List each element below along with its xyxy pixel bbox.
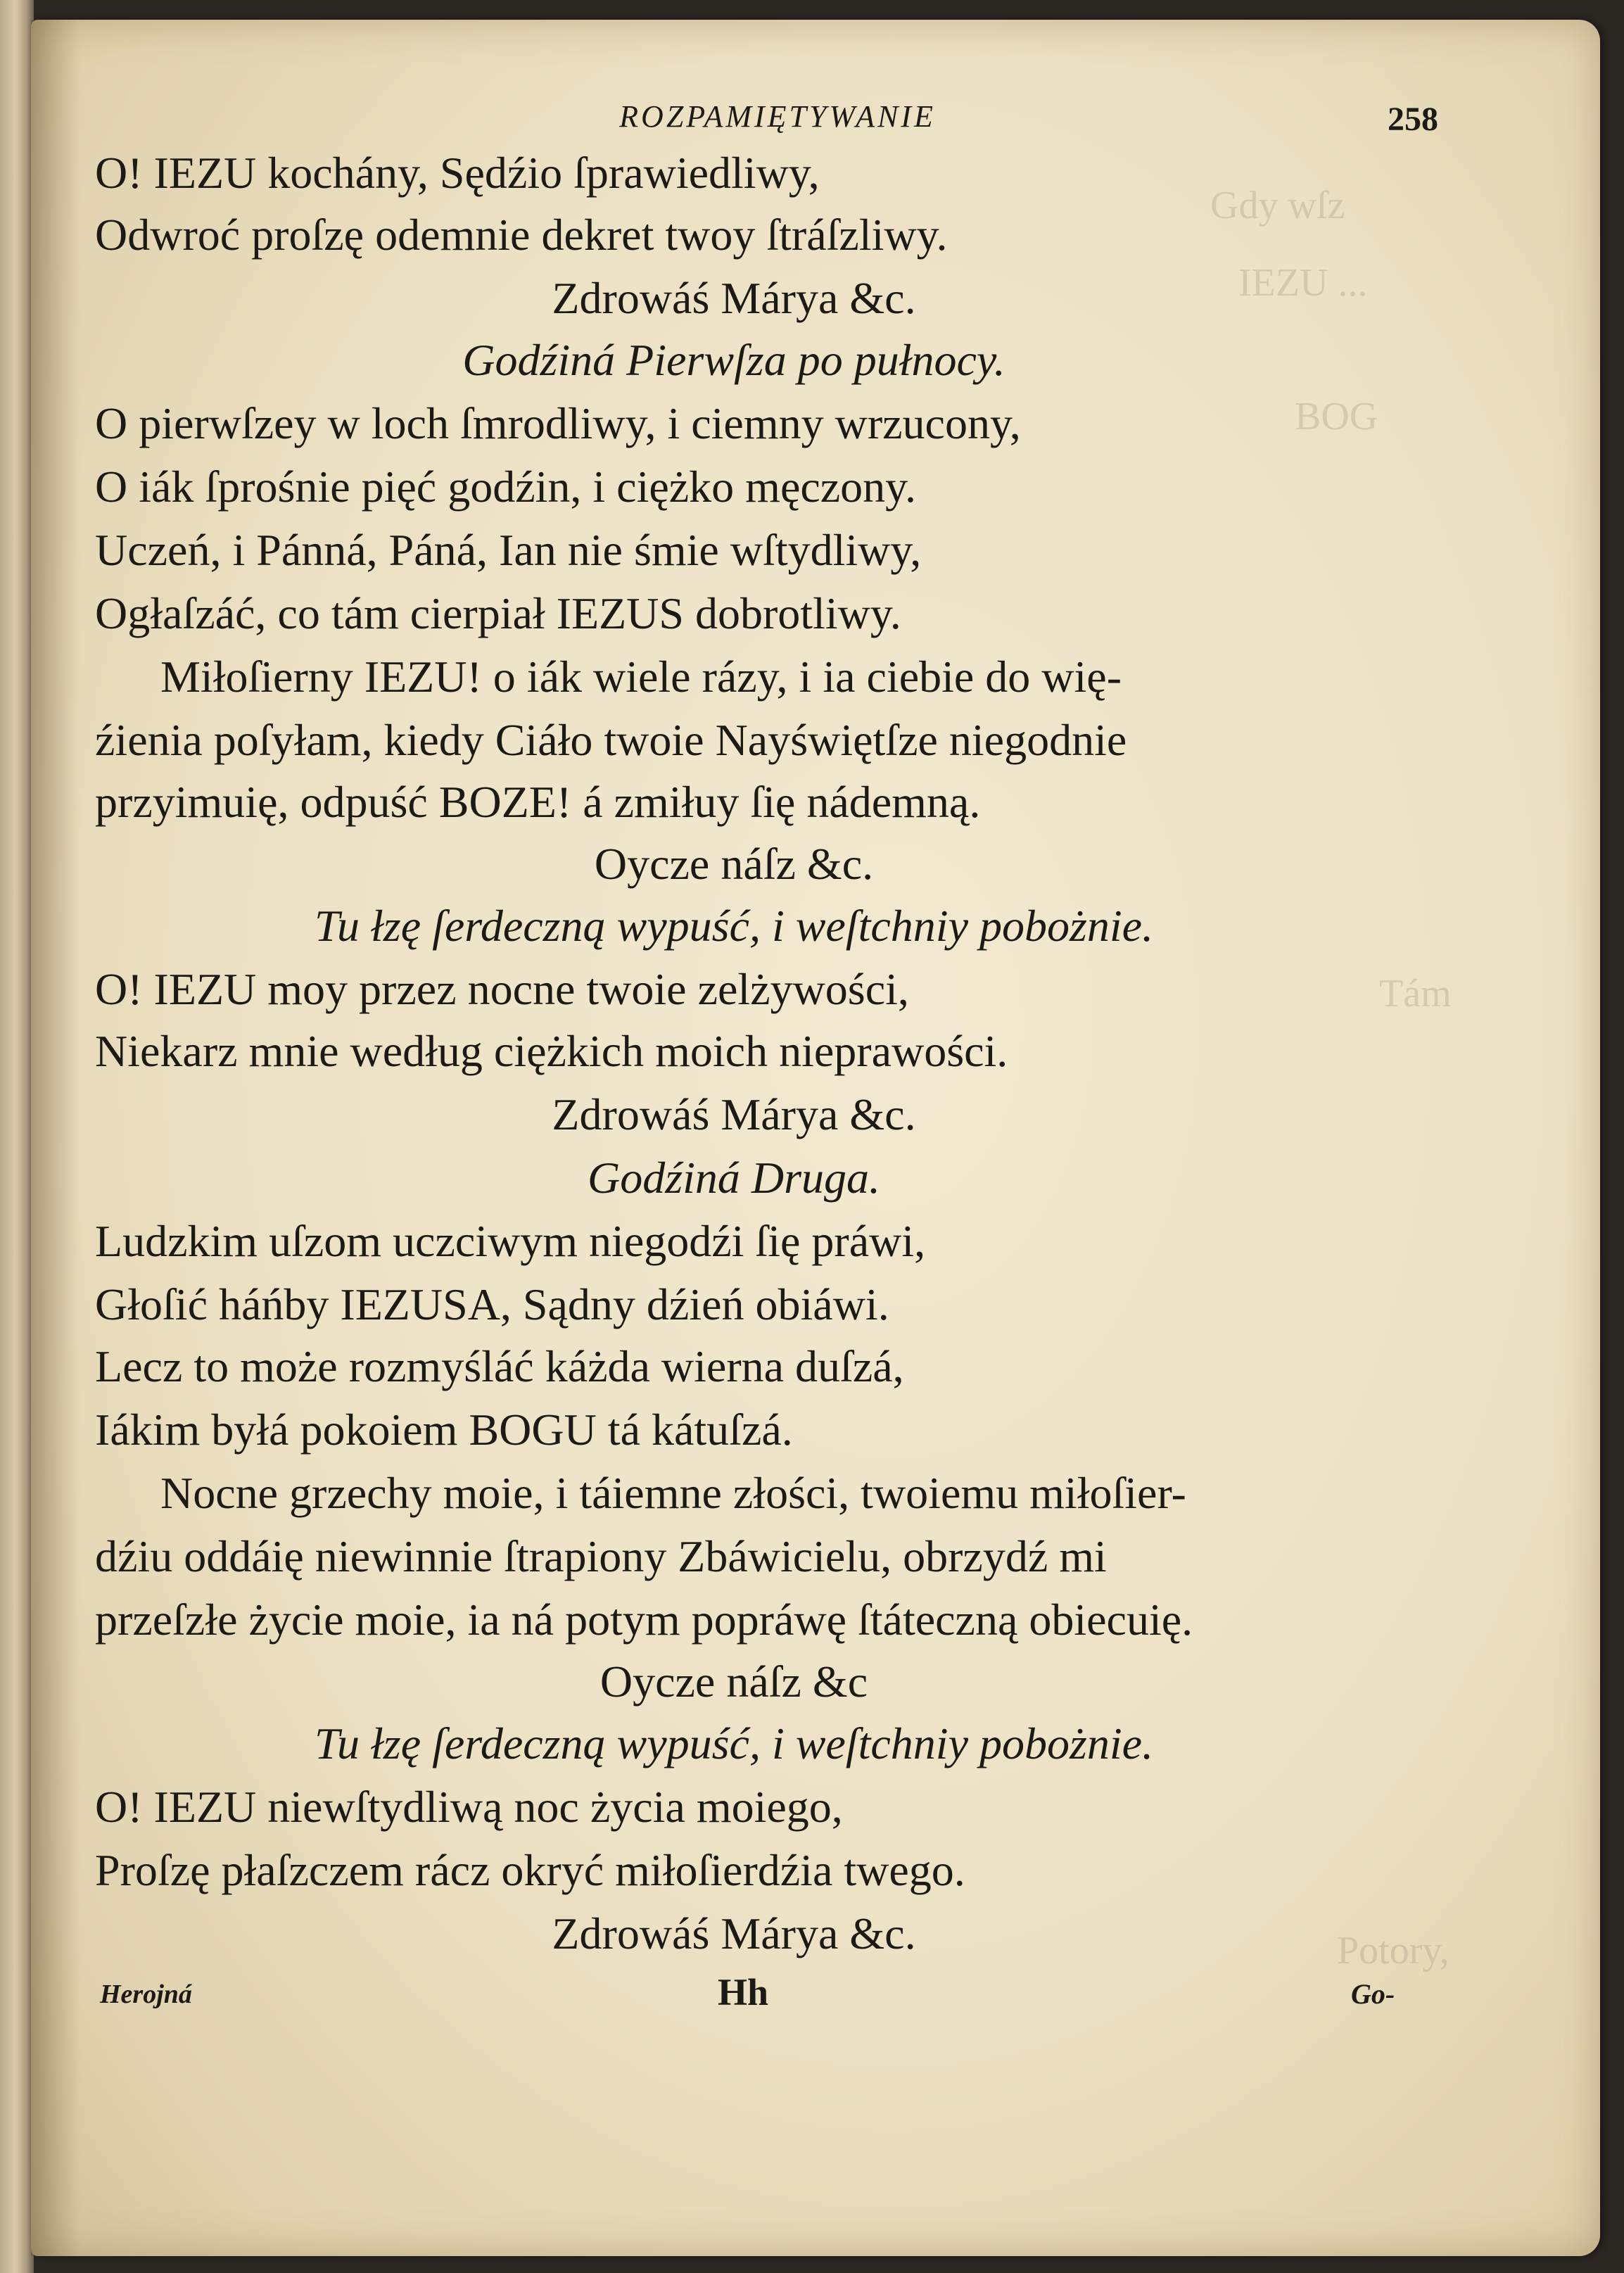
footer-left-catchword: Herojná — [100, 1980, 192, 2009]
section-heading: Godźiná Druga. — [587, 1153, 881, 1203]
section-heading: Godźiná Pierwſza po pułnocy. — [462, 335, 1006, 385]
footer-right-catchword: Go- — [1351, 1978, 1395, 2010]
running-title: ROZPAMIĘTYWANIE — [619, 99, 936, 134]
text-line: O! IEZU niewſtydliwą noc życia moiego, — [95, 1782, 843, 1832]
text-line: Ludzkim uſzom uczciwym niegodźi ſię práwi, — [95, 1216, 926, 1266]
text-line: Ogłaſzáć, co tám cierpiał IEZUS dobrotliwy. — [95, 588, 901, 638]
rubric-line: Tu łzę ſerdeczną wypuść, i weſtchniy pobożnie. — [314, 901, 1154, 951]
text-line: Proſzę płaſzczem rácz okryć miłoſierdźia twego. — [95, 1845, 965, 1895]
page-number: 258 — [1388, 101, 1438, 138]
text-line: Iákim byłá pokoiem BOGU tá kátuſzá. — [95, 1405, 793, 1455]
show-through-text: IEZU ... — [1238, 261, 1368, 305]
adjacent-page-edge — [0, 0, 34, 2273]
text-line: O! IEZU kochány, Sędźio ſprawiedliwy, — [95, 148, 820, 198]
text-line: przeſzłe życie moie, ia ná potym popráwę ſtáteczną obiecuię. — [95, 1595, 1193, 1645]
text-line: Głoſić háńby IEZUSA, Sądny dźień obiáwi. — [95, 1279, 889, 1329]
signature-mark: Hh — [718, 1971, 769, 2013]
text-line: O! IEZU moy przez nocne twoie zelżywości, — [95, 964, 909, 1014]
show-through-text: Potory, — [1337, 1929, 1449, 1973]
text-line: źienia poſyłam, kiedy Ciáło twoie Nayświętſze niegodnie — [95, 715, 1127, 765]
text-line: Niekarz mnie według ciężkich moich nieprawości. — [95, 1026, 1008, 1076]
text-line: Oycze náſz &c. — [594, 839, 874, 889]
text-line: Uczeń, i Pánná, Páná, Ian nie śmie wſtydliwy, — [95, 525, 922, 575]
text-line: Miłoſierny IEZU! o iák wiele rázy, i ia ciebie do wię- — [160, 652, 1122, 702]
rubric-line: Tu łzę ſerdeczną wypuść, i weſtchniy pobożnie. — [314, 1718, 1154, 1768]
gutter-shadow — [31, 20, 80, 2256]
show-through-text: BOG — [1295, 395, 1378, 438]
text-line: Zdrowáś Márya &c. — [552, 273, 916, 323]
text-line: przyimuię, odpuść BOZE! á zmiłuy ſię nádemną. — [95, 777, 981, 827]
show-through-text: Gdy wſz — [1210, 184, 1345, 227]
text-line: Lecz to może rozmyśláć káżda wierna duſzá, — [95, 1341, 904, 1391]
text-line: O iák ſprośnie pięć godźin, i ciężko męczony. — [95, 462, 916, 512]
text-line: O pierwſzey w loch ſmrodliwy, i ciemny wrzucony, — [95, 398, 1021, 448]
text-line: dźiu oddáię niewinnie ſtrapiony Zbáwicielu, obrzydź mi — [95, 1531, 1107, 1581]
text-line: Zdrowáś Márya &c. — [552, 1908, 916, 1958]
text-line: Nocne grzechy moie, i táiemne złości, twoiemu miłoſier- — [160, 1468, 1186, 1518]
text-line: Zdrowáś Márya &c. — [552, 1089, 916, 1139]
show-through-text: Tám — [1379, 972, 1452, 1015]
text-line: Oycze náſz &c — [600, 1657, 868, 1707]
text-line: Odwroć proſzę odemnie dekret twoy ſtráſzliwy. — [95, 210, 948, 260]
